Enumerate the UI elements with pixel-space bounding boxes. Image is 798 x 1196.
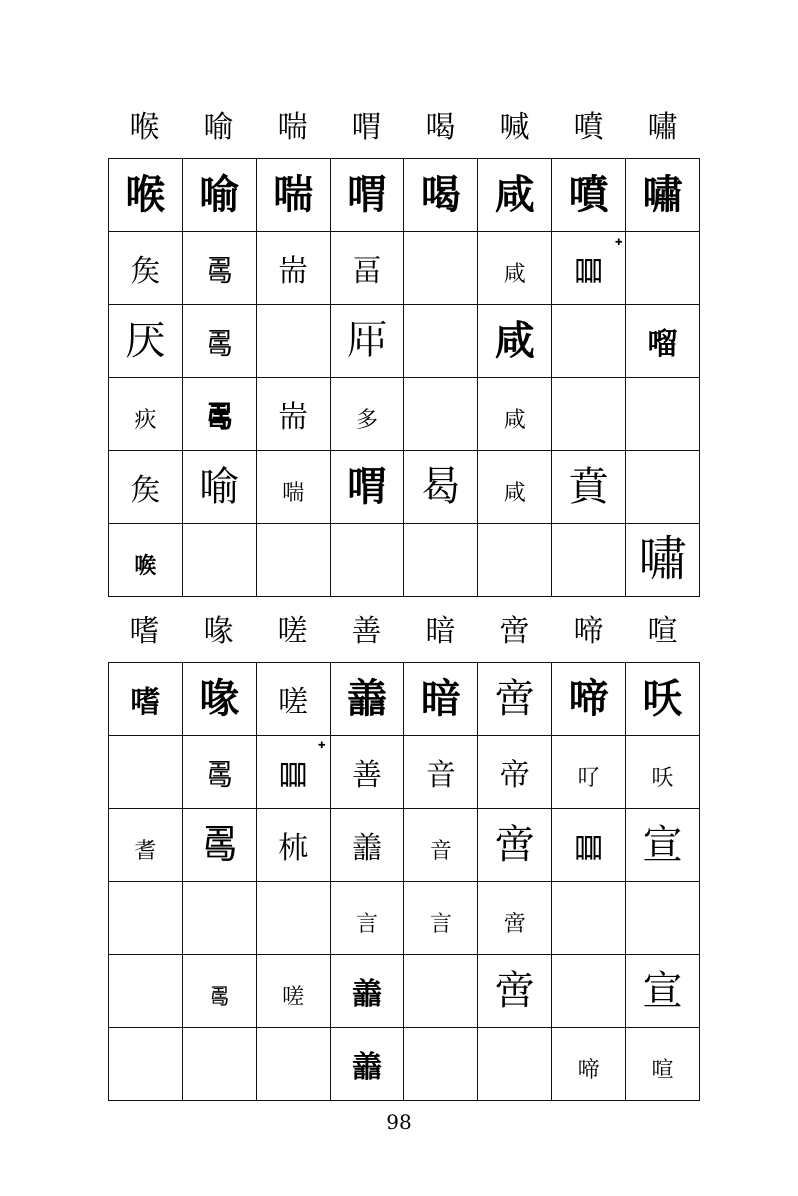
glyph-cell bbox=[404, 378, 478, 451]
header-char: 嗟 bbox=[277, 614, 308, 649]
glyph: 喝 bbox=[420, 171, 461, 218]
header-char: 喘 bbox=[277, 110, 308, 145]
glyph: 𠷎 bbox=[204, 254, 235, 289]
header-char: 喟 bbox=[351, 110, 382, 145]
table-row bbox=[109, 809, 700, 882]
glyph-cell bbox=[330, 1028, 404, 1101]
glyph-cell bbox=[182, 663, 256, 736]
glyph: 嗟 bbox=[278, 685, 309, 720]
glyph: 喟 bbox=[347, 463, 387, 510]
glyph-cell bbox=[256, 232, 330, 305]
glyph: 譱 bbox=[352, 1050, 382, 1085]
table-row bbox=[109, 159, 700, 232]
glyph-cell bbox=[330, 955, 404, 1028]
glyph: 𠷎 bbox=[204, 758, 235, 793]
glyph-cell bbox=[330, 524, 404, 597]
glyph-cell bbox=[478, 305, 552, 378]
header-char: 暗 bbox=[425, 614, 456, 649]
glyph-cell bbox=[404, 159, 478, 232]
glyph-cell bbox=[109, 378, 183, 451]
glyph: 𠱠 bbox=[573, 831, 604, 866]
glyph: 耑 bbox=[278, 254, 309, 289]
glyph: 喧 bbox=[651, 1058, 674, 1083]
glyph: 嘯 bbox=[638, 531, 687, 587]
glyph: 耑 bbox=[278, 400, 309, 435]
glyph: 𠱠 bbox=[278, 758, 309, 793]
glyph: 言 bbox=[355, 912, 378, 937]
table-row bbox=[109, 955, 700, 1028]
glyph-cell bbox=[182, 524, 256, 597]
glyph-cell bbox=[552, 305, 626, 378]
glyph: 善 bbox=[352, 758, 382, 793]
glyph-cell bbox=[626, 736, 700, 809]
glyph-cell bbox=[404, 1028, 478, 1101]
glyph: 咸 bbox=[503, 408, 526, 433]
glyph: 曷 bbox=[420, 464, 461, 510]
glyph-cell bbox=[626, 524, 700, 597]
glyph-cell bbox=[404, 736, 478, 809]
page-number: 98 bbox=[386, 1110, 412, 1134]
glyph: 喉 bbox=[125, 171, 166, 218]
glyph-cell bbox=[626, 882, 700, 955]
glyph-cell bbox=[552, 1028, 626, 1101]
glyph-cell bbox=[404, 882, 478, 955]
header-char: 啻 bbox=[499, 614, 530, 649]
glyph-cell bbox=[404, 809, 478, 882]
glyph-cell bbox=[626, 1028, 700, 1101]
glyph-cell bbox=[182, 378, 256, 451]
table-row bbox=[109, 1028, 700, 1101]
glyph-cell bbox=[109, 1028, 183, 1101]
table-row bbox=[109, 736, 700, 809]
glyph-cell bbox=[256, 809, 330, 882]
glyph-cell bbox=[626, 809, 700, 882]
glyph-cell bbox=[256, 663, 330, 736]
glyph: 嘯 bbox=[642, 171, 683, 218]
glyph: 啻 bbox=[503, 912, 526, 937]
glyph-cell bbox=[109, 232, 183, 305]
glyph: 音 bbox=[425, 758, 456, 793]
glyph-cell bbox=[182, 232, 256, 305]
header-char: 噴 bbox=[573, 110, 604, 145]
glyph-cell bbox=[404, 524, 478, 597]
glyph: 𠮩 bbox=[577, 766, 600, 791]
bottom-glyph-table bbox=[108, 662, 700, 1101]
glyph-cell bbox=[109, 451, 183, 524]
glyph: 喙 bbox=[199, 675, 240, 722]
glyph-cell bbox=[330, 809, 404, 882]
cross-mark-icon: ✚ bbox=[318, 741, 326, 751]
glyph-cell bbox=[109, 736, 183, 809]
glyph: 言 bbox=[429, 912, 452, 937]
glyph: 嗜 bbox=[130, 685, 161, 720]
glyph-cell bbox=[552, 882, 626, 955]
glyph: 喻 bbox=[199, 171, 240, 218]
glyph-cell bbox=[552, 451, 626, 524]
glyph-cell bbox=[182, 159, 256, 232]
glyph: 譱 bbox=[347, 675, 387, 722]
glyph-cell bbox=[552, 955, 626, 1028]
glyph: 矦 bbox=[130, 473, 161, 508]
table-row bbox=[109, 305, 700, 378]
glyph: 宣 bbox=[642, 822, 683, 868]
glyph: 宣 bbox=[642, 968, 683, 1014]
glyph-cell bbox=[478, 736, 552, 809]
glyph-cell bbox=[552, 524, 626, 597]
glyph: 𠺕 bbox=[647, 327, 678, 362]
glyph: 多 bbox=[356, 408, 379, 433]
table-row bbox=[109, 378, 700, 451]
glyph-cell bbox=[109, 955, 183, 1028]
glyph-cell bbox=[404, 232, 478, 305]
glyph: 𠷎 bbox=[204, 400, 235, 435]
header-char: 嗜 bbox=[129, 614, 160, 649]
glyph: 嗟 bbox=[282, 985, 305, 1010]
glyph: 𠱠 bbox=[573, 254, 604, 289]
glyph: 咸 bbox=[494, 317, 535, 364]
table-row bbox=[109, 524, 700, 597]
glyph-cell bbox=[109, 809, 183, 882]
glyph-cell bbox=[330, 232, 404, 305]
top-header-row bbox=[108, 108, 700, 148]
glyph: 矦 bbox=[130, 254, 161, 289]
glyph-cell bbox=[182, 305, 256, 378]
header-char: 善 bbox=[351, 614, 382, 649]
glyph-cell bbox=[256, 524, 330, 597]
glyph-cell bbox=[552, 809, 626, 882]
glyph: 喘 bbox=[273, 171, 314, 218]
header-char: 嘯 bbox=[647, 110, 678, 145]
glyph: 啻 bbox=[494, 822, 535, 868]
glyph-cell bbox=[552, 159, 626, 232]
glyph: 咸 bbox=[503, 481, 526, 506]
table-row bbox=[109, 663, 700, 736]
glyph-cell bbox=[330, 736, 404, 809]
table-row bbox=[109, 451, 700, 524]
glyph: 譱 bbox=[352, 977, 382, 1012]
header-char: 喉 bbox=[129, 110, 160, 145]
glyph: 耆 bbox=[134, 839, 157, 864]
glyph-cell bbox=[256, 305, 330, 378]
glyph: 畐 bbox=[352, 254, 382, 289]
glyph: 帝 bbox=[499, 758, 530, 793]
glyph-cell bbox=[256, 159, 330, 232]
glyph-cell bbox=[404, 305, 478, 378]
glyph: 𣏕 bbox=[278, 831, 309, 866]
glyph: 啻 bbox=[494, 968, 535, 1014]
glyph-cell bbox=[478, 232, 552, 305]
glyph-cell bbox=[478, 809, 552, 882]
glyph-cell bbox=[478, 451, 552, 524]
glyph-cell bbox=[404, 955, 478, 1028]
glyph: 啼 bbox=[568, 675, 609, 722]
glyph: 噴 bbox=[568, 171, 609, 218]
glyph-cell bbox=[182, 882, 256, 955]
glyph: 𠩀 bbox=[347, 318, 387, 364]
glyph: 𠷎 bbox=[199, 822, 240, 868]
glyph-cell bbox=[182, 955, 256, 1028]
glyph-cell bbox=[626, 663, 700, 736]
glyph-cell bbox=[478, 882, 552, 955]
glyph-cell bbox=[626, 378, 700, 451]
bottom-header-row bbox=[108, 612, 700, 652]
glyph: 音 bbox=[429, 839, 452, 864]
glyph: 㗋 bbox=[134, 553, 157, 579]
glyph-cell bbox=[330, 663, 404, 736]
glyph-cell bbox=[182, 451, 256, 524]
glyph: 𠷎 bbox=[204, 327, 235, 362]
glyph-cell bbox=[330, 882, 404, 955]
glyph-cell bbox=[109, 882, 183, 955]
glyph-cell bbox=[330, 451, 404, 524]
glyph: 暗 bbox=[420, 675, 461, 722]
glyph: 啼 bbox=[577, 1058, 600, 1083]
glyph-cell bbox=[109, 159, 183, 232]
glyph: 厌 bbox=[125, 318, 166, 364]
glyph-cell bbox=[256, 955, 330, 1028]
glyph-cell bbox=[478, 524, 552, 597]
glyph: 𠷎 bbox=[208, 985, 231, 1010]
glyph-cell bbox=[626, 955, 700, 1028]
glyph-cell bbox=[626, 232, 700, 305]
glyph: 啻 bbox=[494, 676, 535, 722]
glyph-cell bbox=[552, 378, 626, 451]
glyph-cell bbox=[109, 305, 183, 378]
glyph-cell bbox=[256, 1028, 330, 1101]
header-char: 喧 bbox=[647, 614, 678, 649]
glyph-cell bbox=[404, 663, 478, 736]
glyph-cell bbox=[478, 159, 552, 232]
glyph: 喘 bbox=[282, 481, 305, 506]
header-char: 喙 bbox=[203, 614, 234, 649]
glyph: 㕭 bbox=[642, 675, 683, 722]
glyph: 喻 bbox=[199, 464, 240, 510]
table-row bbox=[109, 882, 700, 955]
glyph-cell bbox=[552, 663, 626, 736]
glyph: 㕭 bbox=[651, 766, 674, 791]
glyph-cell bbox=[478, 955, 552, 1028]
top-glyph-table bbox=[108, 158, 700, 597]
glyph-cell bbox=[478, 1028, 552, 1101]
glyph-cell bbox=[330, 305, 404, 378]
glyph-cell bbox=[330, 159, 404, 232]
header-char: 喻 bbox=[203, 110, 234, 145]
glyph-cell bbox=[330, 378, 404, 451]
glyph: 賁 bbox=[568, 464, 609, 510]
glyph: 譱 bbox=[352, 831, 382, 866]
glyph-cell bbox=[626, 305, 700, 378]
glyph-cell bbox=[478, 378, 552, 451]
header-char: 喊 bbox=[499, 110, 530, 145]
table-row bbox=[109, 232, 700, 305]
glyph-cell bbox=[109, 524, 183, 597]
glyph: 咸 bbox=[503, 262, 526, 287]
glyph-cell bbox=[478, 663, 552, 736]
glyph-cell bbox=[256, 378, 330, 451]
glyph-cell bbox=[182, 809, 256, 882]
glyph-cell bbox=[256, 451, 330, 524]
glyph-cell bbox=[626, 159, 700, 232]
glyph-cell bbox=[404, 451, 478, 524]
glyph: 喟 bbox=[347, 171, 387, 218]
glyph-cell bbox=[182, 736, 256, 809]
header-char: 啼 bbox=[573, 614, 604, 649]
header-char: 喝 bbox=[425, 110, 456, 145]
glyph: 疢 bbox=[134, 408, 157, 433]
glyph: 咸 bbox=[494, 171, 535, 218]
glyph-cell bbox=[109, 663, 183, 736]
glyph-cell bbox=[182, 1028, 256, 1101]
glyph-cell bbox=[552, 736, 626, 809]
cross-mark-icon: ✚ bbox=[615, 238, 623, 248]
glyph-cell bbox=[626, 451, 700, 524]
glyph-cell bbox=[256, 882, 330, 955]
